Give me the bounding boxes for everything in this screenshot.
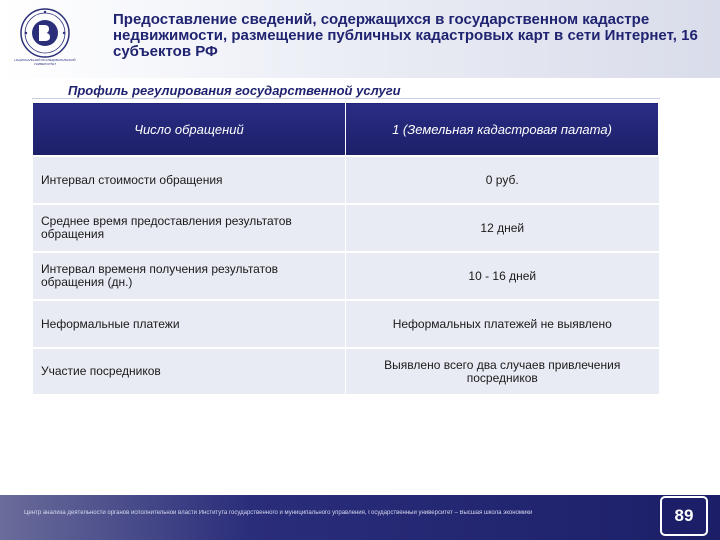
row-label: Участие посредников [33,348,346,394]
row-value: 0 руб. [346,156,659,204]
row-label: Среднее время предоставления результатов обращения [33,204,346,252]
row-value: 12 дней [346,204,659,252]
table-row [33,204,659,252]
logo-caption: НАЦИОНАЛЬНЫЙ ИССЛЕДОВАТЕЛЬСКИЙ УНИВЕРСИТЕТ [14,58,76,66]
column-header: Число обращений [33,103,346,157]
row-value: Неформальных платежей не выявлено [346,300,659,348]
row-value: Выявлено всего два случаев привлечения посредников [346,348,659,394]
profile-table [32,102,659,394]
section-subtitle: Профиль регулирования государственной услуги [68,83,401,98]
row-label: Интервал стоимости обращения [33,156,346,204]
table-row [33,300,659,348]
row-label: Неформальные платежи [33,300,346,348]
footer-text: Центр анализа деятельности органов исполнительной власти Института государственного и муниципального управления, Государственный университет – Высшая школа экономики [24,510,533,516]
table-header-row [33,103,659,157]
table-row [33,156,659,204]
footer-bar [0,495,720,540]
table-row [33,252,659,300]
page-title: Предоставление сведений, содержащихся в государственном кадастре недвижимости, размещение публичных кадастровых карт в сети Интернет, 16 субъектов РФ [113,11,698,60]
divider [32,98,660,99]
row-value: 10 - 16 дней [346,252,659,300]
table-row [33,348,659,394]
column-header: 1 (Земельная кадастровая палата) [346,103,659,157]
row-label: Интервал временя получения результатов обращения (дн.) [33,252,346,300]
page-number: 89 [660,496,708,536]
